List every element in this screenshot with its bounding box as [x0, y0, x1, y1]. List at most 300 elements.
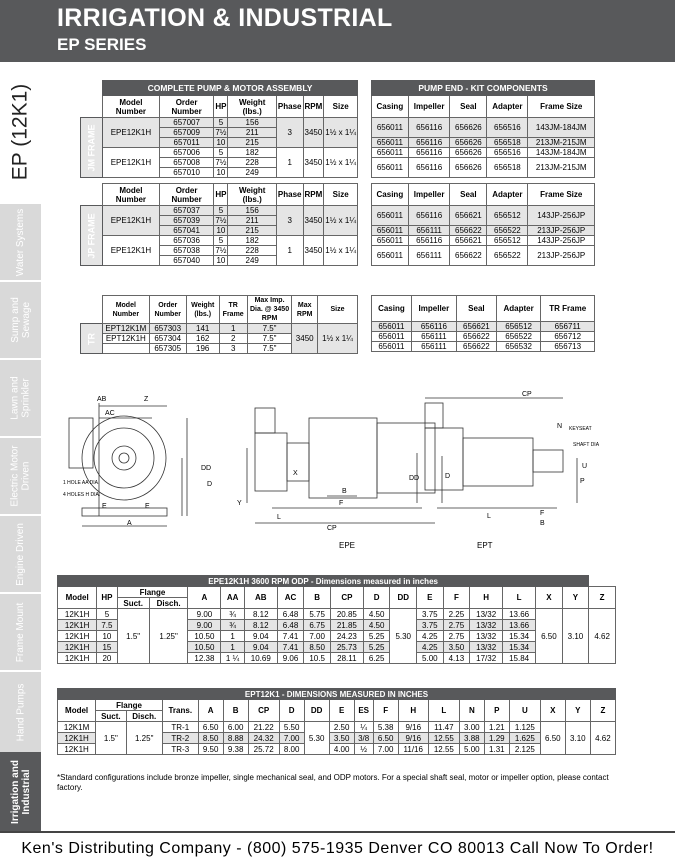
cell: ¾ — [221, 609, 244, 620]
label-e1: E — [102, 503, 107, 510]
tr-header: Model Number — [103, 296, 150, 324]
cell: 3.00 — [459, 722, 484, 733]
cell: 11.47 — [428, 722, 459, 733]
assembly-header: Weight (lbs.) — [228, 96, 276, 118]
cell: 4.25 — [417, 642, 444, 653]
cell: 9.50 — [198, 744, 223, 755]
cell: EPT12K1M — [103, 324, 150, 334]
cell: 6.75 — [304, 620, 331, 631]
cell: 9.06 — [277, 653, 304, 664]
cell: 2.75 — [443, 620, 470, 631]
epe-header: B — [304, 587, 331, 609]
tr-header: Max Imp. Dia. @ 3450 RPM — [247, 296, 292, 324]
cell: 15 — [97, 642, 117, 653]
cell: Disch. — [126, 711, 162, 722]
cell: 656011 — [372, 138, 409, 148]
assembly-header: Size — [324, 96, 358, 118]
cell: EPE12K1H — [103, 118, 160, 148]
epe-header: Y — [562, 587, 589, 609]
cell: 15.34 — [503, 642, 536, 653]
tr-header: Order Number — [149, 296, 186, 324]
cell: 1.5" — [96, 722, 126, 755]
cell: 5.50 — [279, 722, 304, 733]
sidebar-item-sump-sewage[interactable]: Sump and Sewage — [0, 280, 41, 358]
epe-header: Model — [58, 587, 97, 609]
ept-dimensions-table — [57, 688, 616, 755]
page-header — [0, 0, 675, 62]
cell: 656011 — [372, 342, 412, 352]
cell: 1½ x 1¼ — [324, 118, 358, 148]
label-z: Z — [144, 396, 149, 403]
sidebar-item-electric-motor[interactable]: Electric Motor Driven — [0, 436, 41, 514]
cell: 3450 — [303, 118, 324, 148]
cell: 182 — [228, 148, 276, 158]
cell: 7.5" — [247, 324, 292, 334]
cell: 13/32 — [470, 642, 503, 653]
assembly-header: RPM — [303, 184, 324, 206]
cell: 656621 — [450, 206, 487, 226]
cell: 7.41 — [277, 642, 304, 653]
cell: 656516 — [487, 148, 528, 158]
cell: 656622 — [450, 226, 487, 236]
epe-title: EPE12K1H 3600 RPM ODP - Dimensions measured in inches — [58, 576, 589, 587]
label-cp2: CP — [522, 391, 532, 398]
pump-dimension-drawings — [57, 388, 617, 563]
cell: 657011 — [159, 138, 214, 148]
cell: 9/16 — [398, 733, 428, 744]
cell: 656116 — [408, 158, 450, 178]
cell: 5.25 — [363, 631, 390, 642]
ept-header: Trans. — [162, 700, 198, 722]
cell: 656622 — [456, 332, 496, 342]
label-b: B — [342, 488, 347, 495]
cell: EPE12K1H — [103, 206, 160, 236]
assembly-header: Model Number — [103, 184, 160, 206]
cell: 2 — [219, 334, 247, 344]
front-view-drawing — [69, 403, 187, 526]
cell: 156 — [228, 206, 276, 216]
cell: 12K1H — [58, 631, 97, 642]
cell: 7.41 — [277, 631, 304, 642]
cell: 20.85 — [330, 609, 363, 620]
cell: 228 — [228, 246, 276, 256]
cell: 6.50 — [540, 722, 565, 755]
label-dd2: DD — [409, 475, 420, 482]
cell: 5.30 — [390, 609, 417, 664]
cell: 6.50 — [373, 733, 398, 744]
ept-header: L — [428, 700, 459, 722]
cell: 8.50 — [304, 642, 331, 653]
cell: 20 — [97, 653, 117, 664]
sidebar-item-hand-pumps[interactable]: Hand Pumps — [0, 670, 41, 752]
cell: 656622 — [450, 246, 487, 266]
tr-kit-table — [371, 295, 595, 352]
cell: 143JP-256JP — [528, 206, 595, 226]
note-hole-aa: 1 HOLE AA DIA. — [63, 480, 100, 486]
assembly-header: RPM — [303, 96, 324, 118]
cell: 1 — [221, 631, 244, 642]
cell: 249 — [228, 168, 276, 178]
cell: 5.38 — [373, 722, 398, 733]
ept-header: A — [198, 700, 223, 722]
cell: 215 — [228, 226, 276, 236]
cell: 656116 — [408, 206, 450, 226]
cell: 3 — [276, 118, 303, 148]
cell: 656111 — [411, 332, 456, 342]
label-epe: EPE — [339, 541, 356, 550]
ept-header: CP — [248, 700, 279, 722]
epe-header: X — [536, 587, 563, 609]
cell: 3450 — [303, 236, 324, 266]
ept-header: E — [329, 700, 354, 722]
cell: 10.5 — [304, 653, 331, 664]
ept-header: Z — [590, 700, 615, 722]
cell: 143JM-184JM — [528, 148, 595, 158]
label-p: P — [580, 478, 585, 485]
ept-header: Flange — [96, 700, 163, 711]
assembly-header: Phase — [276, 184, 303, 206]
cell: 2.75 — [443, 631, 470, 642]
assembly-title: COMPLETE PUMP & MOTOR ASSEMBLY — [103, 81, 358, 96]
cell: 3.88 — [459, 733, 484, 744]
cell: 1½ x 1¼ — [318, 324, 358, 354]
cell: 656111 — [411, 342, 456, 352]
cell: 6.50 — [536, 609, 563, 664]
cell: 15.34 — [503, 631, 536, 642]
cell: 657008 — [159, 158, 214, 168]
cell: 1.25" — [126, 722, 162, 755]
epe-header: DD — [390, 587, 417, 609]
cell: 657041 — [159, 226, 214, 236]
cell: 9/16 — [398, 722, 428, 733]
cell: 657039 — [159, 216, 214, 226]
cell: 3 — [276, 206, 303, 236]
cell: 13/32 — [470, 609, 503, 620]
cell: 3.10 — [562, 609, 589, 664]
cell: 657040 — [159, 256, 214, 266]
cell: 5.00 — [459, 744, 484, 755]
cell: 1.5" — [117, 609, 149, 664]
cell: 656626 — [450, 118, 487, 138]
cell: 8.00 — [279, 744, 304, 755]
label-l2: L — [487, 513, 491, 520]
cell: 213JM-215JM — [528, 138, 595, 148]
cell: 5.75 — [304, 609, 331, 620]
cell: ¾ — [221, 620, 244, 631]
epe-header: Z — [589, 587, 616, 609]
footnote: *Standard configurations include bronze impeller, single mechanical seal, and ODP motors. For a special shaft seal, motor or impeller option, please contact factory. — [57, 773, 609, 792]
cell: 24.23 — [330, 631, 363, 642]
epe-header: Flange — [117, 587, 188, 598]
cell: 3.75 — [417, 620, 444, 631]
sidebar-item-engine-driven[interactable]: Engine Driven — [0, 514, 41, 592]
cell: EPE12K1H — [103, 236, 160, 266]
footer-contact: Ken's Distributing Company - (800) 575-1935 Denver CO 80013 Call Now To Order! — [0, 831, 675, 864]
cell: 7½ — [215, 246, 227, 255]
ept-header: ES — [354, 700, 373, 722]
label-d: D — [445, 473, 451, 480]
tr-header: Size — [318, 296, 358, 324]
assembly-header: Size — [324, 184, 358, 206]
label-cp: CP — [327, 525, 337, 532]
cell: 656011 — [372, 236, 409, 246]
cell: 4.00 — [329, 744, 354, 755]
cell: 1.21 — [484, 722, 509, 733]
cell: 656512 — [487, 236, 528, 246]
cell: 3.75 — [417, 609, 444, 620]
cell: 1 — [219, 324, 247, 334]
cell: 8.50 — [198, 733, 223, 744]
cell: 656011 — [372, 118, 409, 138]
cell: 656116 — [408, 138, 450, 148]
epe-header: D — [363, 587, 390, 609]
label-d2: D — [207, 481, 213, 488]
cell: 656522 — [487, 226, 528, 236]
label-a: A — [127, 520, 132, 527]
cell: 656116 — [408, 148, 450, 158]
cell: 5.30 — [304, 722, 329, 755]
cell: 3450 — [292, 324, 318, 354]
cell: 656011 — [372, 206, 409, 226]
cell: 3 — [219, 344, 247, 354]
kit-header: Casing — [372, 184, 409, 206]
kit-header: Seal — [450, 96, 487, 118]
cell: 12K1H — [58, 620, 97, 631]
cell: 657038 — [159, 246, 214, 256]
kit-header: Seal — [450, 184, 487, 206]
ept-header: U — [509, 700, 540, 722]
sidebar-item-irrigation[interactable]: Irrigation and Industrial — [0, 752, 41, 831]
cell: 5.00 — [417, 653, 444, 664]
cell: 656712 — [541, 332, 595, 342]
cell: 9.04 — [244, 642, 277, 653]
cell: 657303 — [149, 324, 186, 334]
cell: 12K1H — [58, 653, 97, 664]
assembly-header: Model Number — [103, 96, 160, 118]
tr-kit-header: Casing — [372, 296, 412, 322]
cell: 3450 — [303, 206, 324, 236]
label-e2: E — [145, 503, 150, 510]
label-ab: AB — [97, 396, 107, 403]
epe-header: F — [443, 587, 470, 609]
ept-header: Model — [58, 700, 96, 722]
tr-kit-header: Impeller — [411, 296, 456, 322]
cell: 2.25 — [443, 609, 470, 620]
kit-header: Frame Size — [528, 96, 595, 118]
cell: 1.29 — [484, 733, 509, 744]
cell: 5 — [214, 236, 228, 246]
assembly-header: Weight (lbs.) — [228, 184, 276, 206]
cell: 13.66 — [503, 609, 536, 620]
cell: 7.5 — [97, 620, 117, 631]
sidebar — [0, 62, 41, 831]
cell: 3.50 — [329, 733, 354, 744]
cell: 213JP-256JP — [528, 246, 595, 266]
cell: 656622 — [456, 342, 496, 352]
cell: 9.04 — [244, 631, 277, 642]
cell: 10 — [97, 631, 117, 642]
cell: 657304 — [149, 334, 186, 344]
label-b2: B — [540, 520, 545, 527]
cell: 213JM-215JM — [528, 158, 595, 178]
cell: Suct. — [117, 598, 149, 609]
cell: 12K1H — [58, 609, 97, 620]
cell: 3.10 — [565, 722, 590, 755]
sidebar-item-ep[interactable]: EP (12K1) — [0, 62, 41, 202]
cell: 7½ — [215, 158, 227, 167]
cell: Disch. — [149, 598, 188, 609]
tr-header: TR Frame — [219, 296, 247, 324]
jm-frame-label: JM FRAME — [81, 118, 103, 178]
cell: EPT12K1H — [103, 334, 150, 344]
cell: 656626 — [450, 148, 487, 158]
assembly-header: Order Number — [159, 184, 214, 206]
cell: 12.55 — [428, 744, 459, 755]
cell: 141 — [186, 324, 219, 334]
epe-header: L — [503, 587, 536, 609]
cell: 2.125 — [509, 744, 540, 755]
cell: 5 — [214, 118, 228, 128]
epe-side-view-drawing — [247, 408, 442, 523]
cell: 7½ — [215, 216, 227, 225]
kit-header: Adapter — [487, 96, 528, 118]
cell: 182 — [228, 236, 276, 246]
cell: 1.125 — [509, 722, 540, 733]
cell: 656518 — [487, 138, 528, 148]
note-holes-h: 4 HOLES H DIA. — [63, 492, 101, 498]
cell: 3/8 — [354, 733, 373, 744]
assembly-header: HP — [214, 184, 228, 206]
cell: 657037 — [159, 206, 214, 216]
cell: 656111 — [408, 226, 450, 236]
cell: 7.5" — [247, 344, 292, 354]
epe-header: A — [188, 587, 221, 609]
cell: 656713 — [541, 342, 595, 352]
sidebar-item-lawn-sprinkler[interactable]: Lawn and Sprinkler — [0, 358, 41, 436]
cell: TR-2 — [162, 733, 198, 744]
ept-header: F — [373, 700, 398, 722]
cell: 1.31 — [484, 744, 509, 755]
cell: 2.50 — [329, 722, 354, 733]
tr-kit-header: Seal — [456, 296, 496, 322]
cell: TR-3 — [162, 744, 198, 755]
cell: 9.00 — [188, 609, 221, 620]
cell: 8.12 — [244, 609, 277, 620]
cell: 4.62 — [589, 609, 616, 664]
label-l: L — [277, 514, 281, 521]
cell: 6.48 — [277, 620, 304, 631]
cell: 10.50 — [188, 642, 221, 653]
cell: 1 — [276, 236, 303, 266]
cell: 1 ¼ — [221, 653, 244, 664]
label-ac: AC — [105, 410, 115, 417]
cell: 12K1H — [58, 642, 97, 653]
cell: 249 — [228, 256, 276, 266]
cell: 657305 — [149, 344, 186, 354]
cell: 656621 — [450, 236, 487, 246]
cell: 1 — [276, 148, 303, 178]
cell: 4.25 — [417, 631, 444, 642]
cell: 21.85 — [330, 620, 363, 631]
cell: 1.25" — [149, 609, 188, 664]
assembly-header: Phase — [276, 96, 303, 118]
cell: 657036 — [159, 236, 214, 246]
cell: 12.55 — [428, 733, 459, 744]
assembly-header: HP — [214, 96, 228, 118]
label-x: X — [293, 470, 298, 477]
cell: 28.11 — [330, 653, 363, 664]
cell: 8.12 — [244, 620, 277, 631]
sidebar-item-water-systems[interactable]: Water Systems — [0, 202, 41, 280]
cell — [103, 344, 150, 354]
cell: 10.69 — [244, 653, 277, 664]
cell: 7.5" — [247, 334, 292, 344]
cell: 13/32 — [470, 631, 503, 642]
cell: 7½ — [215, 128, 227, 137]
sidebar-item-frame-mount[interactable]: Frame Mount — [0, 592, 41, 670]
ept-header: H — [398, 700, 428, 722]
cell: 657006 — [159, 148, 214, 158]
cell: 6.48 — [277, 609, 304, 620]
tr-kit-header: Adapter — [496, 296, 541, 322]
ept-header: D — [279, 700, 304, 722]
cell: 215 — [228, 138, 276, 148]
cell: 656116 — [408, 236, 450, 246]
kit-header: Adapter — [487, 184, 528, 206]
epe-header: H — [470, 587, 503, 609]
label-shaft-dia: SHAFT DIA — [573, 442, 600, 448]
cell: 24.32 — [248, 733, 279, 744]
ept-header: P — [484, 700, 509, 722]
label-n: N — [557, 423, 563, 430]
label-f: F — [339, 500, 344, 507]
epe-header: CP — [330, 587, 363, 609]
label-dd: DD — [201, 465, 212, 472]
cell: 1 — [221, 642, 244, 653]
cell: 7.00 — [279, 733, 304, 744]
cell: 10.50 — [188, 631, 221, 642]
cell: 656711 — [541, 322, 595, 332]
cell: 656626 — [450, 138, 487, 148]
cell: 10 — [214, 226, 228, 236]
cell: 143JP-256JP — [528, 236, 595, 246]
kit-header: Impeller — [408, 184, 450, 206]
cell: 12K1M — [58, 722, 96, 733]
cell: 5 — [214, 206, 228, 216]
cell: 17/32 — [470, 653, 503, 664]
cell: 5.25 — [363, 642, 390, 653]
cell: 656621 — [456, 322, 496, 332]
cell: 1½ x 1¼ — [324, 236, 358, 266]
epe-header: AB — [244, 587, 277, 609]
cell: 13/32 — [470, 620, 503, 631]
page-title: IRRIGATION & INDUSTRIAL — [57, 4, 393, 32]
cell: ¼ — [354, 722, 373, 733]
cell: 656512 — [487, 206, 528, 226]
cell: 7.00 — [373, 744, 398, 755]
label-ept: EPT — [477, 541, 493, 550]
cell: 228 — [228, 158, 276, 168]
cell: 657007 — [159, 118, 214, 128]
ept-side-view-drawing — [417, 398, 577, 508]
cell: 13.66 — [503, 620, 536, 631]
jp-frame-label: JP FRAME — [81, 206, 103, 266]
tr-header: Max RPM — [292, 296, 318, 324]
cell: 15.84 — [503, 653, 536, 664]
cell: 1.625 — [509, 733, 540, 744]
label-f2: F — [540, 510, 545, 517]
cell: 25.72 — [248, 744, 279, 755]
